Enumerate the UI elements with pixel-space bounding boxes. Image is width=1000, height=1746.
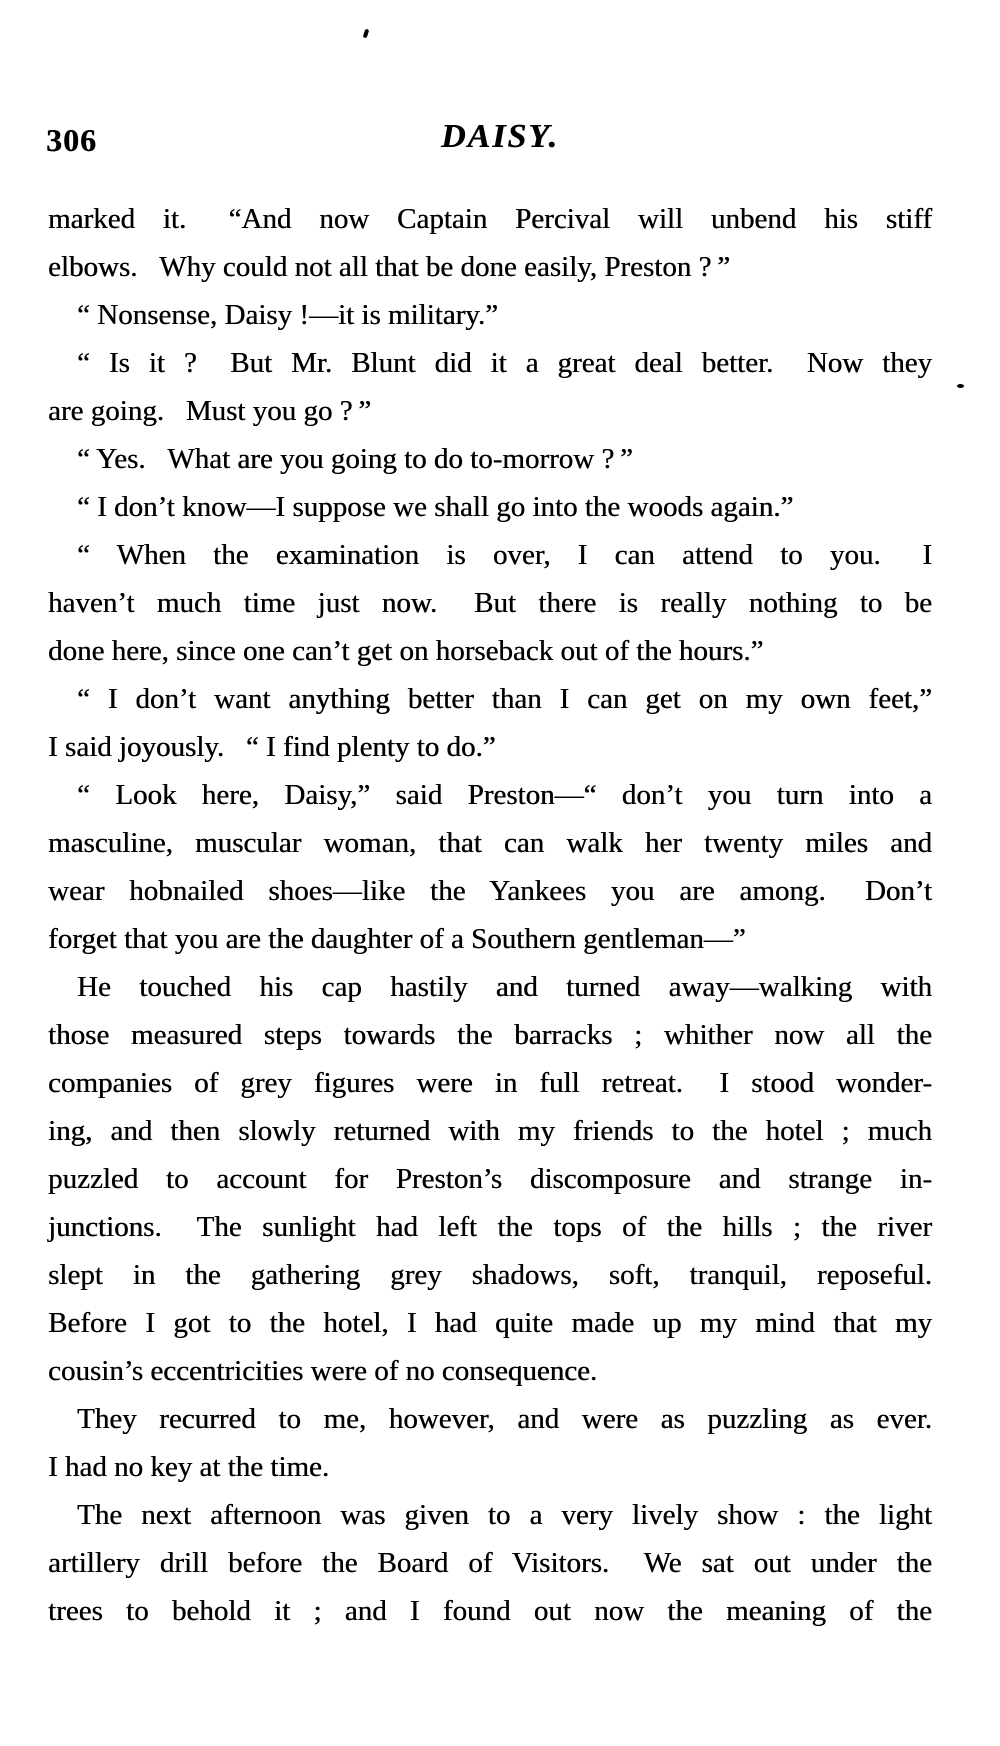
- text-line: elbows. Why could not all that be done easily, Preston ? ”: [48, 251, 731, 283]
- text-line: “ When the examination is over, I can attend to you. I: [77, 539, 932, 571]
- text-line: They recurred to me, however, and were as puzzling as ever.: [77, 1403, 932, 1435]
- text-line: “ Nonsense, Daisy !—it is military.”: [77, 299, 498, 331]
- text-line: haven’t much time just now. But there is really nothing to be: [48, 587, 932, 619]
- text-line: Before I got to the hotel, I had quite made up my mind that my: [48, 1307, 932, 1339]
- page-header: [0, 0, 1000, 170]
- text-line: artillery drill before the Board of Visitors. We sat out under the: [48, 1547, 932, 1579]
- page-number: 306: [46, 122, 97, 158]
- text-line: junctions. The sunlight had left the tops of the hills ; the river: [48, 1211, 932, 1243]
- text-line: I said joyously. “ I find plenty to do.”: [48, 731, 496, 763]
- text-line: masculine, muscular woman, that can walk her twenty miles and: [48, 827, 932, 859]
- text-line: forget that you are the daughter of a Southern gentleman—”: [48, 923, 746, 955]
- text-line: “ Yes. What are you going to do to-morrow ? ”: [77, 443, 633, 475]
- running-title: DAISY.: [440, 118, 560, 155]
- text-line: marked it. “And now Captain Percival will unbend his stiff: [48, 203, 932, 235]
- text-line: He touched his cap hastily and turned away—walking with: [77, 971, 932, 1003]
- text-line: are going. Must you go ? ”: [48, 395, 372, 427]
- text-line: trees to behold it ; and I found out now the meaning of the: [48, 1595, 932, 1627]
- page-body: [48, 195, 932, 1635]
- text-line: puzzled to account for Preston’s discomposure and strange in-: [48, 1163, 932, 1195]
- text-line: “ I don’t know—I suppose we shall go into the woods again.”: [77, 491, 794, 523]
- text-line: The next afternoon was given to a very lively show : the light: [77, 1499, 932, 1531]
- text-line: those measured steps towards the barracks ; whither now all the: [48, 1019, 932, 1051]
- scan-speck: [957, 384, 964, 388]
- text-line: I had no key at the time.: [48, 1451, 330, 1483]
- text-line: slept in the gathering grey shadows, soft, tranquil, reposeful.: [48, 1259, 932, 1291]
- text-line: ing, and then slowly returned with my friends to the hotel ; much: [48, 1115, 932, 1147]
- text-line: “ I don’t want anything better than I can get on my own feet,”: [77, 683, 932, 715]
- text-line: wear hobnailed shoes—like the Yankees you are among. Don’t: [48, 875, 932, 907]
- text-line: done here, since one can’t get on horseback out of the hours.”: [48, 635, 764, 667]
- text-line: “ Look here, Daisy,” said Preston—“ don’t you turn into a: [77, 779, 932, 811]
- text-line: “ Is it ? But Mr. Blunt did it a great deal better. Now they: [77, 347, 932, 379]
- text-line: companies of grey figures were in full retreat. I stood wonder-: [48, 1067, 932, 1099]
- text-line: cousin’s eccentricities were of no consequence.: [48, 1355, 598, 1387]
